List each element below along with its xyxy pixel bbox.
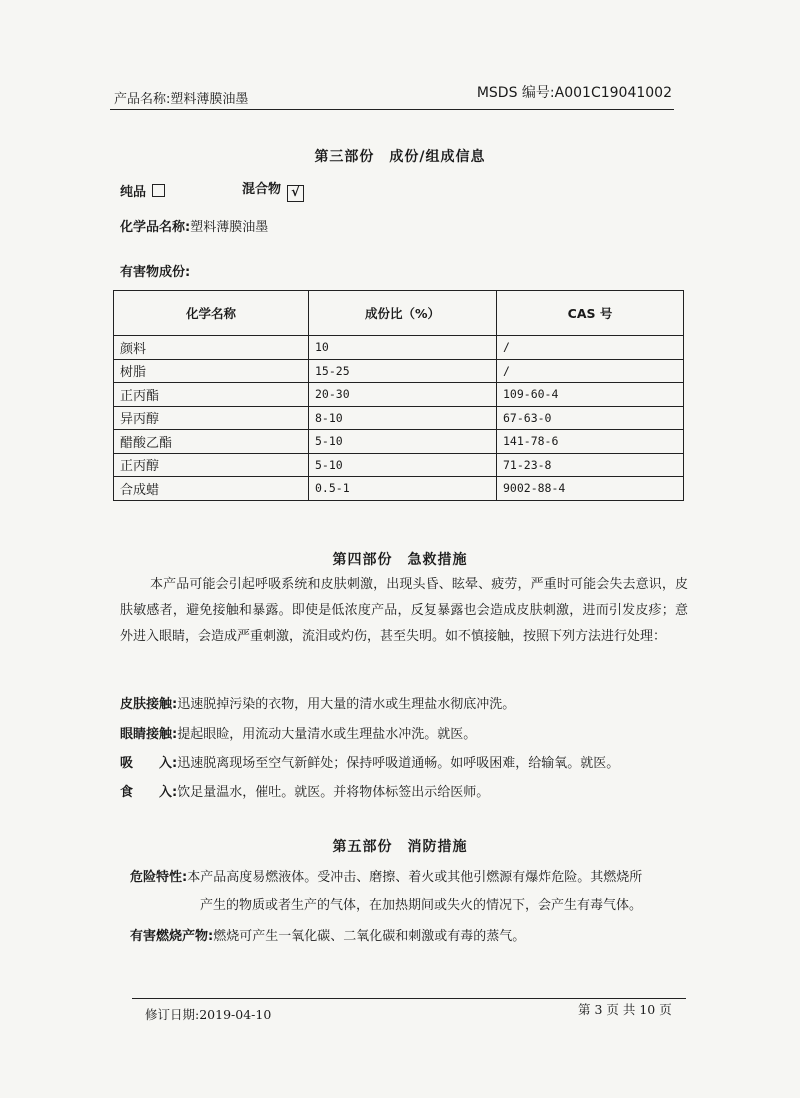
chemical-name-label: 化学品名称:: [120, 220, 191, 235]
cell-ratio: 5-10: [309, 430, 497, 454]
mixture-label: 混合物: [242, 182, 282, 197]
hazard-characteristics-line1: 本产品高度易燃液体。受冲击、磨擦、着火或其他引燃源有爆炸危险。其燃烧所: [187, 870, 643, 885]
cell-cas: /: [497, 359, 684, 383]
header-divider: [110, 109, 674, 110]
hazardous-components-label: 有害物成份:: [120, 265, 191, 280]
footer-divider: [132, 998, 686, 999]
col-header-chemical-name: 化学名称: [114, 291, 309, 336]
first-aid-inhalation: [120, 752, 619, 771]
cell-name: 颜料: [114, 336, 309, 360]
combustion-products-text: 燃烧可产生一氧化碳、二氧化碳和刺激或有毒的蒸气。: [213, 929, 526, 944]
table-header-row: [114, 291, 684, 336]
ingestion-label: 食 入:: [120, 785, 178, 800]
mixture-checkbox: √: [287, 185, 304, 202]
cell-ratio: 5-10: [309, 453, 497, 477]
cell-name: 异丙醇: [114, 406, 309, 430]
product-name-label: 产品名称:: [114, 92, 171, 107]
msds-number: A001C19041002: [554, 85, 672, 101]
table-row: [114, 477, 684, 501]
eye-contact-label: 眼睛接触:: [120, 727, 178, 742]
table-row: [114, 359, 684, 383]
col-header-cas: CAS 号: [497, 291, 684, 336]
chemical-name-value: 塑料薄膜油墨: [190, 220, 269, 235]
section3-title: 第三部份 成份/组成信息: [314, 149, 486, 165]
pure-option: [120, 181, 165, 200]
combustion-products: [130, 925, 525, 944]
cell-cas: 67-63-0: [497, 406, 684, 430]
cell-cas: /: [497, 336, 684, 360]
inhalation-label: 吸 入:: [120, 756, 178, 771]
page-number: 第 3 页 共 10 页: [578, 1002, 672, 1017]
skin-contact-text: 迅速脱掉污染的衣物，用大量的清水或生理盐水彻底冲洗。: [177, 697, 516, 712]
cell-name: 树脂: [114, 359, 309, 383]
cell-name: 合成蜡: [114, 477, 309, 501]
table-row: [114, 336, 684, 360]
hazard-characteristics-line2: 产生的物质或者生产的气体，在加热期间或失火的情况下，会产生有毒气体。: [200, 898, 643, 913]
composition-table: [113, 290, 684, 501]
table-row: [114, 453, 684, 477]
cell-cas: 9002-88-4: [497, 477, 684, 501]
cell-name: 正丙醇: [114, 453, 309, 477]
first-aid-skin: [120, 693, 515, 712]
first-aid-eye: [120, 723, 476, 742]
cell-ratio: 15-25: [309, 359, 497, 383]
cell-ratio: 0.5-1: [309, 477, 497, 501]
revision-date-label: 修订日期:: [145, 1007, 200, 1022]
cell-cas: 141-78-6: [497, 430, 684, 454]
msds-number-header: [477, 82, 672, 102]
product-name-value: 塑料薄膜油墨: [170, 92, 249, 107]
cell-cas: 109-60-4: [497, 383, 684, 407]
combustion-products-label: 有害燃烧产物:: [130, 929, 214, 944]
cell-ratio: 8-10: [309, 406, 497, 430]
pure-label: 纯品: [120, 185, 147, 200]
section4-title: 第四部份 急救措施: [332, 552, 468, 568]
hazard-characteristics-label: 危险特性:: [130, 870, 188, 885]
table-row: [114, 430, 684, 454]
first-aid-intro: 本产品可能会引起呼吸系统和皮肤刺激，出现头昏、眩晕、疲劳，严重时可能会失去意识，皮肤敏感者，避免接触和暴露。即使是低浓度产品，反复暴露也会造成皮肤刺激，进而引发皮疹；意外进入眼睛，会造成严重刺激，流泪或灼伤，甚至失明。如不慎接触，按照下列方法进行处理：: [120, 577, 688, 644]
cell-ratio: 10: [309, 336, 497, 360]
section5-title: 第五部份 消防措施: [332, 839, 468, 855]
col-header-ratio: 成份比（%）: [309, 291, 497, 336]
mixture-option: [242, 178, 304, 202]
hazard-characteristics: [130, 866, 642, 885]
cell-name: 正丙酯: [114, 383, 309, 407]
pure-checkbox: [152, 184, 165, 197]
inhalation-text: 迅速脱离现场至空气新鲜处；保持呼吸道通畅。如呼吸困难，给输氧。就医。: [177, 756, 620, 771]
revision-date-value: 2019-04-10: [199, 1007, 272, 1022]
first-aid-ingestion: [120, 781, 489, 800]
table-row: [114, 383, 684, 407]
eye-contact-text: 提起眼睑，用流动大量清水或生理盐水冲洗。就医。: [177, 727, 477, 742]
cell-name: 醋酸乙酯: [114, 430, 309, 454]
table-row: [114, 406, 684, 430]
cell-cas: 71-23-8: [497, 453, 684, 477]
cell-ratio: 20-30: [309, 383, 497, 407]
chemical-name-line: [120, 216, 268, 235]
ingestion-text: 饮足量温水，催吐。就医。并将物体标签出示给医师。: [177, 785, 490, 800]
msds-label: MSDS 编号:: [476, 85, 555, 101]
skin-contact-label: 皮肤接触:: [120, 697, 178, 712]
revision-date-line: [145, 1005, 271, 1023]
product-name-header: [114, 88, 248, 107]
